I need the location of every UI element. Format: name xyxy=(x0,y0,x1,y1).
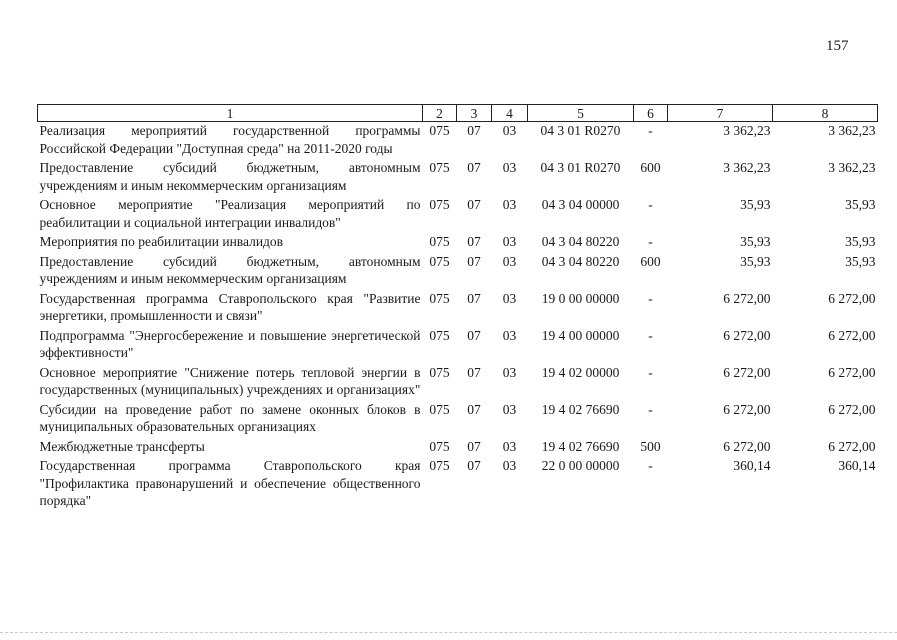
subsection-code: 07 xyxy=(467,234,481,249)
table-row xyxy=(38,457,878,512)
subsection-code-2: 03 xyxy=(502,290,517,306)
page-number: 157 xyxy=(826,38,849,54)
subsection-code: 07 xyxy=(467,458,481,473)
target-item-code: 19 4 02 76690 xyxy=(541,438,620,454)
subsection-code: 07 xyxy=(467,401,481,417)
amount-2: 360,14 xyxy=(838,458,876,473)
subsection-code-2: 03 xyxy=(502,438,517,454)
amount-2: 6 272,00 xyxy=(828,364,876,380)
table-row xyxy=(38,122,878,160)
subsection-code: 07 xyxy=(467,290,481,306)
column-header: 3 xyxy=(457,105,492,122)
section-code: 075 xyxy=(429,327,450,343)
amount-2: 3 362,23 xyxy=(828,160,876,175)
row-name: Основное мероприятие "Снижение потерь тепловой энергии в государственных (муниципальных) учреждениях и организациях" xyxy=(39,364,421,397)
amount-1: 3 362,23 xyxy=(723,123,771,138)
column-header: 6 xyxy=(634,105,668,122)
column-header: 8 xyxy=(773,105,878,122)
amount-2: 35,93 xyxy=(845,197,876,212)
section-code: 075 xyxy=(429,234,450,249)
subsection-code: 07 xyxy=(467,327,481,343)
column-header: 4 xyxy=(492,105,528,122)
row-name: Межбюджетные трансферты xyxy=(39,438,205,454)
table-row xyxy=(38,159,878,196)
target-item-code: 04 3 04 00000 xyxy=(541,197,620,212)
column-header: 7 xyxy=(668,105,773,122)
section-code: 075 xyxy=(429,160,450,175)
target-item-code: 19 4 02 00000 xyxy=(541,364,620,380)
subsection-code-2: 03 xyxy=(502,401,517,417)
header-row xyxy=(38,105,878,122)
target-item-code: 04 3 04 80220 xyxy=(541,234,620,249)
column-header: 2 xyxy=(423,105,457,122)
section-code: 075 xyxy=(429,253,450,269)
row-name: Предоставление субсидий бюджетным, автономным учреждениям и иным некоммерческим организациям xyxy=(39,253,421,286)
expense-type-code: - xyxy=(648,401,653,417)
row-name: Реализация мероприятий государственной программы Российской Федерации "Доступная среда" на 2011-2020 годы xyxy=(39,123,421,156)
target-item-code: 19 0 00 00000 xyxy=(541,290,620,306)
target-item-code: 19 4 00 00000 xyxy=(541,327,620,343)
amount-2: 3 362,23 xyxy=(828,123,876,138)
subsection-code-2: 03 xyxy=(502,327,517,343)
expense-type-code: - xyxy=(648,234,653,249)
table-row xyxy=(38,364,878,401)
subsection-code: 07 xyxy=(467,123,481,138)
target-item-code: 04 3 04 80220 xyxy=(541,253,620,269)
subsection-code: 07 xyxy=(467,197,481,212)
table-row xyxy=(38,196,878,233)
table-row xyxy=(38,327,878,364)
expense-type-code: - xyxy=(648,290,653,306)
target-item-code: 19 4 02 76690 xyxy=(541,401,620,417)
row-name: Основное мероприятие "Реализация мероприятий по реабилитации и социальной интеграции инвалидов" xyxy=(39,197,421,230)
row-name: Подпрограмма "Энергосбережение и повышение энергетической эффективности" xyxy=(39,327,421,360)
section-code: 075 xyxy=(429,197,450,212)
amount-2: 35,93 xyxy=(845,234,876,249)
row-name: Государственная программа Ставропольского края "Развитие энергетики, промышленности и связи" xyxy=(39,290,421,323)
expense-type-code: - xyxy=(648,327,653,343)
amount-1: 35,93 xyxy=(740,197,771,212)
section-code: 075 xyxy=(429,364,450,380)
subsection-code-2: 03 xyxy=(502,253,517,269)
amount-1: 6 272,00 xyxy=(723,401,771,417)
table-row xyxy=(38,401,878,438)
expense-type-code: 600 xyxy=(640,160,661,175)
target-item-code: 04 3 01 R0270 xyxy=(540,123,621,138)
row-name: Мероприятия по реабилитации инвалидов xyxy=(39,234,284,249)
target-item-code: 04 3 01 R0270 xyxy=(540,160,621,175)
row-name: Субсидии на проведение работ по замене оконных блоков в муниципальных образовательных организациях xyxy=(39,401,421,434)
expense-type-code: - xyxy=(648,364,653,380)
table-row xyxy=(38,253,878,290)
amount-1: 360,14 xyxy=(733,458,771,473)
amount-1: 6 272,00 xyxy=(723,438,771,454)
subsection-code-2: 03 xyxy=(502,364,517,380)
amount-1: 35,93 xyxy=(740,234,771,249)
section-code: 075 xyxy=(429,458,450,473)
section-code: 075 xyxy=(429,290,450,306)
column-header: 1 xyxy=(38,105,423,122)
column-header: 5 xyxy=(528,105,634,122)
expense-type-code: - xyxy=(648,458,653,473)
target-item-code: 22 0 00 00000 xyxy=(541,458,620,473)
amount-2: 6 272,00 xyxy=(828,327,876,343)
section-code: 075 xyxy=(429,401,450,417)
table-row xyxy=(38,438,878,458)
amount-1: 6 272,00 xyxy=(723,364,771,380)
subsection-code: 07 xyxy=(467,364,481,380)
subsection-code-2: 03 xyxy=(502,197,517,212)
subsection-code-2: 03 xyxy=(502,160,517,175)
expense-type-code: - xyxy=(648,123,653,138)
table-row xyxy=(38,233,878,253)
section-code: 075 xyxy=(429,123,450,138)
amount-1: 6 272,00 xyxy=(723,290,771,306)
amount-2: 6 272,00 xyxy=(828,290,876,306)
scan-edge xyxy=(0,632,897,634)
subsection-code: 07 xyxy=(467,438,481,454)
amount-1: 35,93 xyxy=(740,253,771,269)
table-row xyxy=(38,290,878,327)
row-name: Предоставление субсидий бюджетным, автономным учреждениям и иным некоммерческим организациям xyxy=(39,160,421,193)
budget-table xyxy=(37,104,878,512)
subsection-code-2: 03 xyxy=(502,458,517,473)
subsection-code: 07 xyxy=(467,160,481,175)
amount-2: 35,93 xyxy=(845,253,876,269)
amount-1: 6 272,00 xyxy=(723,327,771,343)
section-code: 075 xyxy=(429,438,450,454)
amount-1: 3 362,23 xyxy=(723,160,771,175)
expense-type-code: 600 xyxy=(640,253,661,269)
subsection-code: 07 xyxy=(467,253,481,269)
row-name: Государственная программа Ставропольского края "Профилактика правонарушений и обеспечение общественного порядка" xyxy=(39,458,421,508)
expense-type-code: 500 xyxy=(640,438,661,454)
subsection-code-2: 03 xyxy=(502,123,517,138)
subsection-code-2: 03 xyxy=(502,234,517,249)
amount-2: 6 272,00 xyxy=(828,438,876,454)
expense-type-code: - xyxy=(648,197,653,212)
amount-2: 6 272,00 xyxy=(828,401,876,417)
